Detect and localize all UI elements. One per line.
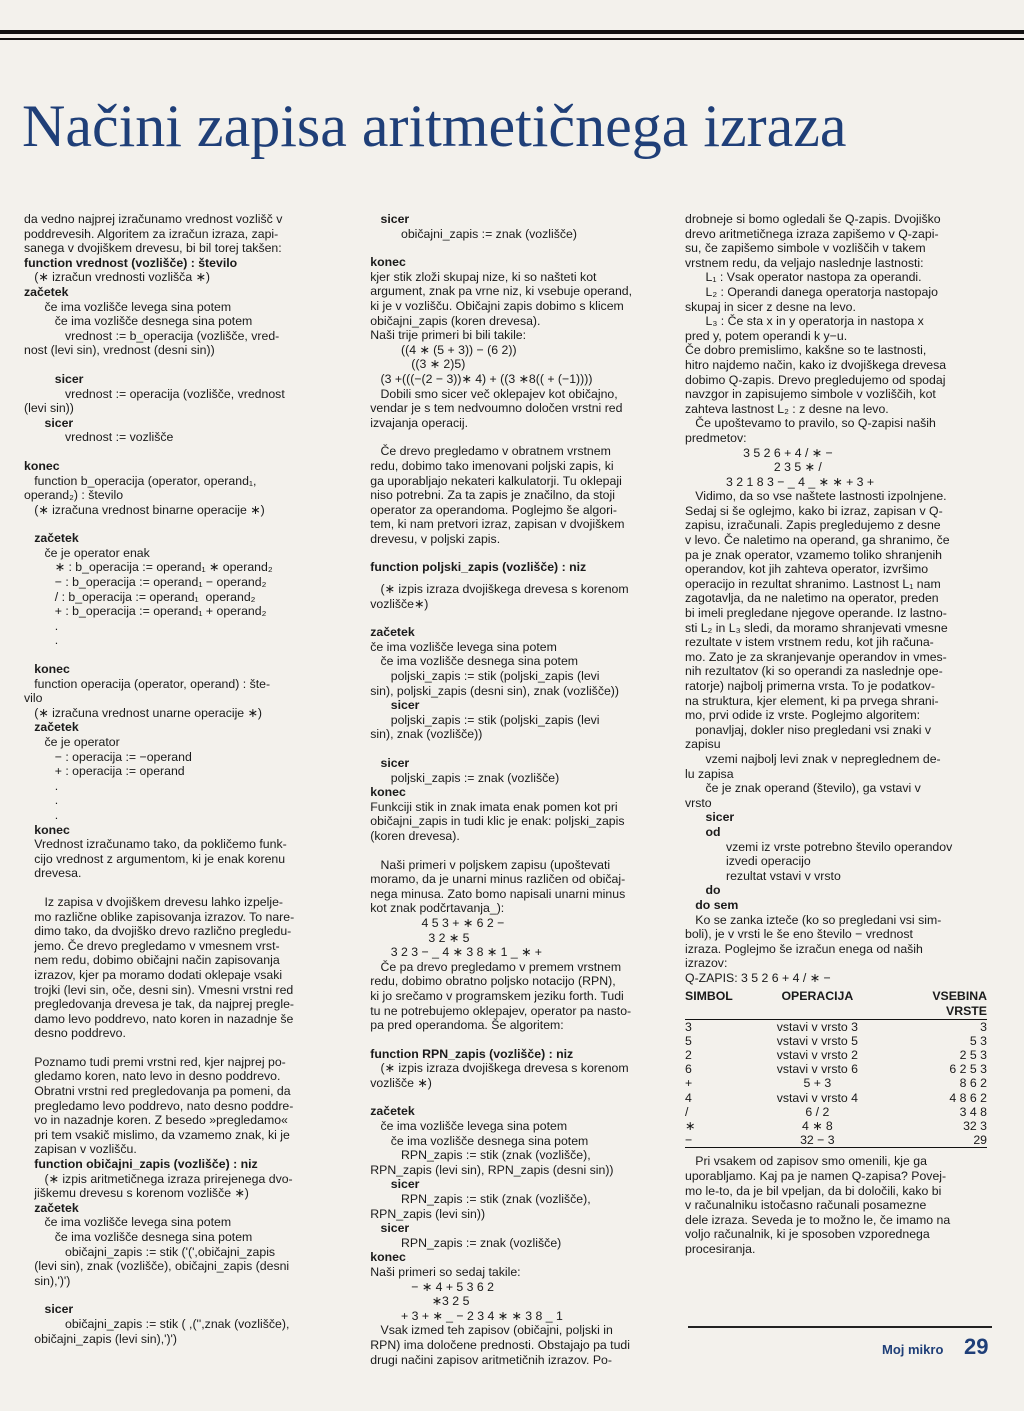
table-cell-vsebina: 29: [973, 1133, 987, 1148]
text-line: sicer: [360, 1177, 420, 1192]
text-line: 4 5 3 + ∗ 6 2 −: [360, 915, 505, 930]
text-line: pregledamo levo poddrevo, nato desno poddre-: [24, 1098, 294, 1113]
text-line: operandov, kot jih zahteva operator, izvršimo: [685, 562, 929, 577]
text-line: desno poddrevo.: [24, 1026, 126, 1041]
text-line: sti L₂ in L₃ sledi, da moramo shranjevati vmesne: [685, 620, 948, 635]
text-line: bi imeli pregledane njegove operande. Iz lastno-: [685, 606, 947, 621]
text-line: gledamo koren, nato levo in desno poddrevo.: [24, 1069, 281, 1084]
text-line: kot znak podčrtavanja_):: [360, 901, 505, 916]
table-cell-operacija: vstavi v vrsto 4: [776, 1090, 859, 1105]
spacer: [360, 742, 660, 756]
text-line: začetek: [24, 1200, 79, 1215]
text-line: nem redu, dobimo običajni način zapisovanja: [24, 953, 280, 968]
text-line: zapisu: [685, 737, 721, 752]
text-line: pri tem vsakič mislimo, da vzamemo znak, ki je: [24, 1127, 290, 1142]
text-line: − : b_operacija := operand₁ − operand₂: [24, 575, 267, 590]
text-line: Vidimo, da so vse naštete lastnosti izpolnjene.: [685, 489, 947, 504]
text-line: 3 2 ∗ 5: [360, 930, 470, 945]
text-line: običajni_zapis (levi sin),')'): [24, 1331, 177, 1346]
text-line: boli), je v vrsti le še eno število − vrednost: [685, 927, 913, 942]
table-cell-operacija: 6 / 2: [805, 1104, 830, 1119]
text-line: .: [24, 633, 59, 648]
text-line: jemo. Če drevo pregledamo v vmesnem vrst-: [24, 938, 280, 953]
spacer: [24, 358, 326, 372]
text-line: Sedaj si še oglejmo, kako bi izraz, zapisan v Q-: [685, 503, 943, 518]
text-line: sicer: [360, 212, 410, 226]
text-line: ∗3 2 5: [360, 1294, 470, 1309]
text-line: sicer: [360, 698, 420, 713]
text-line: nih rezultatov (ki so operandi za naslednje ope-: [685, 664, 943, 679]
text-line: dimo tako, da dvojiško drevo različno pregledu-: [24, 924, 292, 939]
text-line: .: [24, 618, 59, 633]
table-row: [685, 1034, 987, 1048]
text-line: RPN_zapis := stik (znak (vozlišče),: [360, 1148, 591, 1163]
text-line: izvedi operacijo: [685, 854, 811, 869]
text-line: Iz zapisa v dvojiškem drevesu lahko izpelje-: [24, 894, 284, 909]
text-line: skupaj in sicer z desne na levo.: [685, 299, 856, 314]
text-line: .: [24, 807, 59, 822]
spacer: [24, 1041, 326, 1055]
text-line: (∗ izpis izraza dvojiškega drevesa s korenom: [360, 582, 629, 597]
text-line: v levo. Če naletimo na operand, ga shranimo, če: [685, 533, 950, 548]
text-line: konec: [24, 662, 70, 677]
text-line: običajni_zapis := stik ( ,('',znak (vozlišče),: [24, 1316, 290, 1331]
table-cell-simbol: +: [685, 1076, 693, 1091]
text-line: konec: [24, 458, 60, 473]
table-row: [685, 1119, 987, 1133]
text-line: Vrednost izračunamo tako, da pokličemo funk-: [24, 837, 287, 852]
table-cell-vsebina: 5 3: [969, 1033, 987, 1048]
text-line: RPN_zapis (levi sin), RPN_zapis (desni sin)): [360, 1162, 614, 1177]
text-line: če je znak operand (število), ga vstavi v: [685, 781, 921, 796]
text-line: običajni_zapis (koren drevesa).: [360, 313, 541, 328]
text-line: function vrednost (vozlišče) : število: [24, 255, 238, 270]
table-cell-vsebina: 32 3: [963, 1119, 987, 1134]
text-line: (∗ izpis aritmetičnega izraza prirejenega dvo-: [24, 1171, 293, 1186]
table-cell-simbol: −: [685, 1133, 693, 1148]
text-line: vzemi najbolj levi znak v nepreglednem de-: [685, 751, 941, 766]
text-line: RPN) ima določene prednosti. Obstajajo pa tudi: [360, 1337, 630, 1352]
text-line: izrazov, kjer pa moramo dodati oklepaje vsaki: [24, 967, 283, 982]
spacer: [24, 1288, 326, 1302]
text-line: zahteva lastnost L₂ : z desne na levo.: [685, 401, 889, 416]
text-line: ((4 ∗ (5 + 3)) − (6 2)): [360, 342, 517, 357]
spacer: [24, 881, 326, 895]
text-line: (levi sin), znak (vozlišče), običajni_zapis (desni: [24, 1259, 290, 1274]
text-line: redu, dobimo obratno poljsko notacijo (RPN),: [360, 974, 616, 989]
table-cell-simbol: 3: [685, 1019, 692, 1034]
text-line: function b_operacija (operator, operand₁,: [24, 473, 257, 488]
text-line: tem, ki nam pretvori izraz, zapisan v dvojiškem: [360, 517, 625, 532]
text-line: hitro najdemo način, kako iz dvojiškega drevesa: [685, 357, 947, 372]
text-line: na struktura, kjer element, ki pa prvega shrani-: [685, 693, 939, 708]
text-line: kjer stik zloži skupaj nize, ki so našteti kot: [360, 269, 597, 284]
text-line: Dobili smo sicer več oklepajev kot običajno,: [360, 386, 618, 401]
text-line: Pri vsakem od zapisov smo omenili, kje ga: [685, 1154, 927, 1169]
text-line: običajni_zapis in tudi klic je enak: poljski_zapis: [360, 814, 625, 829]
magazine-name: Moj mikro: [882, 1342, 944, 1357]
text-line: − : operacija := −operand: [24, 749, 192, 764]
text-line: trojki (levi sin, oče, desni sin). Vmesni vrstni red: [24, 982, 294, 997]
table-cell-operacija: vstavi v vrsto 5: [776, 1033, 859, 1048]
table-cell-vsebina: 3 4 8: [959, 1104, 987, 1119]
spacer: [24, 648, 326, 662]
table-header-operacija: OPERACIJA: [781, 989, 854, 1004]
text-line: do sem: [685, 897, 739, 912]
table-cell-vsebina: 6 2 5 3: [949, 1062, 987, 1077]
text-line: .: [24, 778, 59, 793]
text-line: če ima vozlišče desnega sina potem: [360, 1133, 589, 1148]
table-cell-simbol: 2: [685, 1048, 692, 1063]
table-row: [685, 1019, 987, 1034]
table-cell-operacija: 32 − 3: [800, 1133, 835, 1148]
spacer: [24, 517, 326, 531]
table-row: [685, 1076, 987, 1090]
table-cell-operacija: 5 + 3: [803, 1076, 832, 1091]
text-line: drevo aritmetičnega izraza zapišemo v Q-zapi-: [685, 226, 939, 241]
text-line: če je operator enak: [24, 545, 150, 560]
text-line: ((3 ∗ 2)5): [360, 357, 466, 372]
q-zapis-table: [685, 989, 987, 1148]
text-line: function operacija (operator, operand) : šte-: [24, 676, 271, 691]
text-line: 3 5 2 6 + 4 / ∗ −: [685, 445, 833, 460]
text-line: do: [685, 883, 721, 898]
text-line: sicer: [360, 1221, 410, 1236]
table-header-row: [685, 989, 987, 1019]
text-line: Če pa drevo pregledamo v premem vrstnem: [360, 959, 622, 974]
spacer: [360, 844, 660, 858]
text-line: navzgor in zapisujemo simbole v vozliščih, kot: [685, 387, 936, 402]
spacer: [360, 546, 660, 560]
spacer: [360, 1033, 660, 1047]
text-line: običajni_zapis := stik ('(',običajni_zapis: [24, 1244, 276, 1259]
text-line: sicer: [360, 756, 410, 770]
text-line: Poznamo tudi premi vrstni red, kjer najprej po-: [24, 1054, 286, 1069]
text-line: function običajni_zapis (vozlišče) : niz: [24, 1157, 258, 1172]
text-line: + : operacija := operand: [24, 764, 185, 779]
text-line: izraza. Poglejmo še izračun enega od naših: [685, 941, 923, 956]
text-line: zapisu, izračunali. Zapis pregledujemo z desne: [685, 518, 941, 533]
text-line: pred y, potem operandi k y−u.: [685, 328, 848, 343]
text-line: vrednost := vozlišče: [24, 430, 174, 445]
text-line: mo. Zato je za skranjevanje operandov in vmes-: [685, 649, 947, 664]
table-cell-simbol: /: [685, 1104, 689, 1119]
text-line: poljski_zapis := stik (poljski_zapis (levi: [360, 712, 600, 727]
text-line: začetek: [24, 531, 79, 546]
text-line: začetek: [360, 625, 415, 640]
text-line: operator za operandoma. Poglejmo še algori-: [360, 502, 618, 517]
text-line: function poljski_zapis (vozlišče) : niz: [360, 560, 587, 575]
table-cell-simbol: 5: [685, 1033, 692, 1048]
text-line: sanega v dvojiškem drevesu, bi bil torej takšen:: [24, 241, 282, 256]
table-cell-simbol: 6: [685, 1062, 692, 1077]
text-line: (∗ izračun vrednosti vozlišča ∗): [24, 270, 210, 285]
text-line: vrsto: [685, 795, 712, 810]
text-line: (koren drevesa).: [360, 828, 460, 843]
text-line: .: [24, 793, 59, 808]
text-line: nega minusa. Zato bomo napisali unarni minus: [360, 886, 626, 901]
table-row: [685, 1062, 987, 1076]
text-line: rezultate v istem vrstnem redu, kot jih računa-: [685, 635, 934, 650]
text-line: ponavljaj, dokler niso pregledani vsi znaki v: [685, 722, 932, 737]
table-cell-vsebina: 4 8 6 2: [949, 1090, 987, 1105]
table-row: [685, 1091, 987, 1105]
footer-rule: [688, 1326, 992, 1328]
text-line: argument, znak pa vrne niz, ki vsebuje operand,: [360, 284, 633, 299]
text-line: Če upoštevamo to pravilo, so Q-zapisi naših: [685, 416, 936, 431]
text-line: mo različne oblike zapisovanja izrazov. To nare-: [24, 909, 295, 924]
column-3-closing: [685, 1154, 990, 1256]
text-line: nost (levi sin), vrednost (desni sin)): [24, 343, 215, 358]
text-line: sin), znak (vozlišče)): [360, 727, 483, 742]
table-row: [685, 1048, 987, 1062]
text-line: (3 +(((−(2 − 3))∗ 4) + ((3 ∗8(( + (−1)))): [360, 371, 593, 386]
spacer: [360, 575, 660, 582]
text-line: (∗ izpis izraza dvojiškega drevesa s korenom: [360, 1061, 629, 1076]
text-line: izvajanja operacij.: [360, 415, 468, 430]
text-line: redu, dobimo tako imenovani poljski zapis, ki: [360, 458, 614, 473]
table-cell-vsebina: 2 5 3: [959, 1048, 987, 1063]
text-line: L₃ : Če sta x in y operatorja in nastopa x: [685, 314, 924, 329]
text-line: operacijo in rezultat shranimo. Lastnost L₁ nam: [685, 576, 941, 591]
text-line: poljski_zapis := stik (poljski_zapis (levi: [360, 669, 600, 684]
table-cell-vsebina: 8 6 2: [959, 1076, 987, 1091]
text-line: konec: [24, 822, 70, 837]
text-line: vozlišče∗): [360, 596, 429, 611]
text-line: (levi sin)): [24, 401, 74, 416]
text-line: poddrevesih. Algoritem za izračun izraza, zapi-: [24, 226, 279, 241]
text-line: L₁ : Vsak operator nastopa za operandi.: [685, 270, 922, 285]
text-line: zapisan v vozlišču.: [24, 1142, 137, 1157]
table-cell-operacija: vstavi v vrsto 6: [776, 1062, 859, 1077]
text-line: sicer: [24, 1302, 74, 1317]
text-line: (∗ izračuna vrednost binarne operacije ∗): [24, 502, 265, 517]
text-line: če ima vozlišče levega sina potem: [24, 1215, 232, 1230]
spacer: [360, 611, 660, 625]
text-line: poljski_zapis := znak (vozlišče): [360, 770, 560, 785]
text-line: sin), poljski_zapis (desni sin), znak (vozlišče)): [360, 683, 619, 698]
text-line: vrstnem redu, da veljajo naslednje lastnosti:: [685, 255, 924, 270]
text-line: operand₂) : število: [24, 488, 124, 503]
text-line: Funkciji stik in znak imata enak pomen kot pri: [360, 799, 618, 814]
text-line: zagotavlja, da ne naletimo na operator, preden: [685, 591, 939, 606]
text-line: če ima vozlišče levega sina potem: [24, 299, 232, 314]
text-line: začetek: [24, 284, 69, 299]
text-line: 2 3 5 ∗ /: [685, 460, 822, 475]
text-line: L₂ : Operandi danega operatorja nastopajo: [685, 284, 938, 299]
text-line: sicer: [685, 810, 735, 825]
text-line: začetek: [24, 720, 79, 735]
column-3-text: [685, 212, 990, 985]
text-line: RPN_zapis := stik (znak (vozlišče),: [360, 1192, 591, 1207]
column-2: [360, 212, 660, 1367]
text-line: pa pred operandoma. Še algoritem:: [360, 1018, 564, 1033]
text-line: function RPN_zapis (vozlišče) : niz: [360, 1046, 574, 1061]
text-line: mo, prvi odide iz vrste. Poglejmo algoritem:: [685, 708, 921, 723]
text-line: če ima vozlišče desnega sina potem: [24, 1230, 253, 1244]
header-rules: [0, 30, 1024, 44]
text-line: vozlišče ∗): [360, 1075, 432, 1090]
text-line: drevesu, v poljski zapis.: [360, 531, 501, 546]
table-cell-simbol: 4: [685, 1090, 692, 1105]
text-line: vrednost := operacija (vozlišče, vrednost: [24, 386, 285, 401]
text-line: voljo računalnik, ki je sposoben vzporednega: [685, 1227, 930, 1242]
text-line: RPN_zapis := znak (vozlišče): [360, 1235, 562, 1250]
text-line: običajni_zapis := znak (vozlišče): [360, 226, 577, 241]
header-rule-2: [0, 38, 1024, 40]
text-line: lu zapisa: [685, 766, 734, 781]
article-title: Načini zapisa aritmetičnega izraza: [22, 93, 847, 159]
spacer: [360, 1090, 660, 1104]
spacer: [360, 241, 660, 255]
text-line: ga uporabljajo nekateri kalkulatorji. Tu oklepaji: [360, 473, 622, 488]
table-header-vsebina: VSEBINA VRSTE: [932, 989, 987, 1019]
text-line: če ima vozlišče levega sina potem: [360, 1119, 568, 1134]
text-line: od: [685, 824, 721, 839]
text-line: drugi načini zapisov aritmetičnih izrazov. Po-: [360, 1352, 612, 1367]
column-3: [685, 212, 990, 1257]
text-line: dele izraza. Seveda je to možno le, če imamo na: [685, 1212, 951, 1227]
text-line: vrednost := b_operacija (vozlišče, vred-: [24, 328, 280, 343]
table-cell-operacija: vstavi v vrsto 3: [776, 1019, 859, 1034]
text-line: izrazov:: [685, 956, 728, 971]
page-number: 29: [964, 1334, 989, 1359]
text-line: vendar je s tem nedvoumno določen vrstni red: [360, 401, 623, 416]
text-line: ∗ : b_operacija := operand₁ ∗ operand₂: [24, 560, 273, 575]
text-line: sin),')'): [24, 1273, 71, 1288]
text-line: 3 2 1 8 3 − _ 4 _ ∗ ∗ + 3 +: [685, 474, 875, 489]
text-line: vo in nazadnje koren. Z besedo »pregledamo«: [24, 1113, 288, 1128]
text-line: Obratni vrstni red pregledovanja pa pomeni, da: [24, 1084, 291, 1099]
spacer: [24, 445, 326, 459]
text-line: Naši trije primeri bi bili takile:: [360, 328, 527, 343]
text-line: damo levo poddrevo, nato koren in nazadnje še: [24, 1011, 294, 1026]
text-line: ki je v vozlišču. Običajni zapis dobimo s klicem: [360, 298, 624, 313]
text-line: Če dobro premislimo, kakšne so te lastnosti,: [685, 343, 927, 358]
text-line: Ko se zanka izteče (ko so pregledani vsi sim-: [685, 912, 942, 927]
text-line: jiškemu drevesu s korenom vozlišče ∗): [24, 1186, 249, 1201]
text-line: uporabljamo. Kaj pa je namen Q-zapisa? Povej-: [685, 1169, 947, 1184]
text-line: Naši primeri v poljskem zapisu (upoštevati: [360, 857, 611, 872]
text-line: + : b_operacija := operand₁ + operand₂: [24, 604, 267, 619]
text-line: / : b_operacija := operand₁ operand₂: [24, 589, 256, 604]
text-line: Naši primeri so sedaj takile:: [360, 1265, 521, 1279]
text-line: cijo vrednost z argumentom, ki je enak korenu: [24, 851, 286, 866]
text-line: Če drevo pregledamo v obratnem vrstnem: [360, 444, 611, 459]
spacer: [360, 430, 660, 444]
text-line: drevesa.: [24, 866, 82, 881]
text-line: Q-ZAPIS: 3 5 2 6 + 4 / ∗ −: [685, 970, 831, 985]
column-1: [24, 212, 326, 1346]
text-line: tu ne potrebujemo oklepajev, operator pa nasto-: [360, 1003, 632, 1018]
text-line: − ∗ 4 + 5 3 6 2: [360, 1279, 495, 1294]
text-line: drobneje si bomo ogledali še Q-zapis. Dvojiško: [685, 212, 941, 226]
text-line: RPN_zapis (levi sin)): [360, 1206, 486, 1221]
text-line: niso potrebni. Za ta zapis je značilno, da stoji: [360, 488, 615, 503]
text-line: če ima vozlišče desnega sina potem: [360, 654, 579, 669]
text-line: vzemi iz vrste potrebno število operandov: [685, 839, 953, 854]
text-line: pregledovanja drevesa je tak, da najprej pregle-: [24, 997, 295, 1012]
text-line: rezultat vstavi v vrsto: [685, 868, 841, 883]
text-line: v računalniku istočasno računali posamezne: [685, 1198, 927, 1213]
text-line: če je operator: [24, 735, 120, 749]
text-line: sicer: [24, 371, 84, 386]
text-line: ratorje) najbolj primerna vrsta. To je podatkov-: [685, 679, 935, 693]
text-line: konec: [360, 785, 406, 800]
table-cell-vsebina: 3: [980, 1019, 987, 1034]
text-line: predmetov:: [685, 430, 747, 445]
text-line: mo le-to, da je bil vpeljan, da bi določili, kako bi: [685, 1183, 942, 1198]
text-line: 3 2 3 − _ 4 ∗ 3 8 ∗ 1 _ ∗ +: [360, 945, 542, 960]
text-line: procesiranja.: [685, 1242, 756, 1257]
text-line: sicer: [24, 415, 74, 430]
text-line: ki jo srečamo v programskem jeziku forth. Tudi: [360, 988, 624, 1003]
text-line: moramo, da je unarni minus različen od običaj-: [360, 872, 626, 887]
table-cell-simbol: ∗: [685, 1119, 696, 1134]
header-rule-1: [0, 30, 1024, 34]
text-line: Vsak izmed teh zapisov (običajni, poljski in: [360, 1323, 613, 1338]
text-line: su, če zapišemo simbole v vozliščih v takem: [685, 241, 926, 256]
text-line: (∗ izračuna vrednost unarne operacije ∗): [24, 705, 262, 720]
table-row: [685, 1133, 987, 1148]
text-line: če ima vozlišče levega sina potem: [360, 639, 557, 654]
table-cell-operacija: 4 ∗ 8: [801, 1119, 833, 1134]
text-line: konec: [360, 255, 406, 270]
table-cell-operacija: vstavi v vrsto 2: [776, 1048, 859, 1063]
text-line: vilo: [24, 691, 43, 706]
table-row: [685, 1105, 987, 1119]
text-line: konec: [360, 1250, 406, 1265]
text-line: začetek: [360, 1104, 415, 1119]
text-line: pa je znak operator, vzamemo toliko shranjenih: [685, 547, 943, 562]
table-header-simbol: SIMBOL: [685, 989, 733, 1004]
text-line: + 3 + ∗ _ − 2 3 4 ∗ ∗ 3 8 _ 1: [360, 1308, 563, 1323]
text-line: če ima vozlišče desnega sina potem: [24, 314, 253, 329]
text-line: dobimo Q-zapis. Drevo pregledujemo od spodaj: [685, 372, 946, 387]
text-line: da vedno najprej izračunamo vrednost vozlišč v: [24, 212, 283, 226]
